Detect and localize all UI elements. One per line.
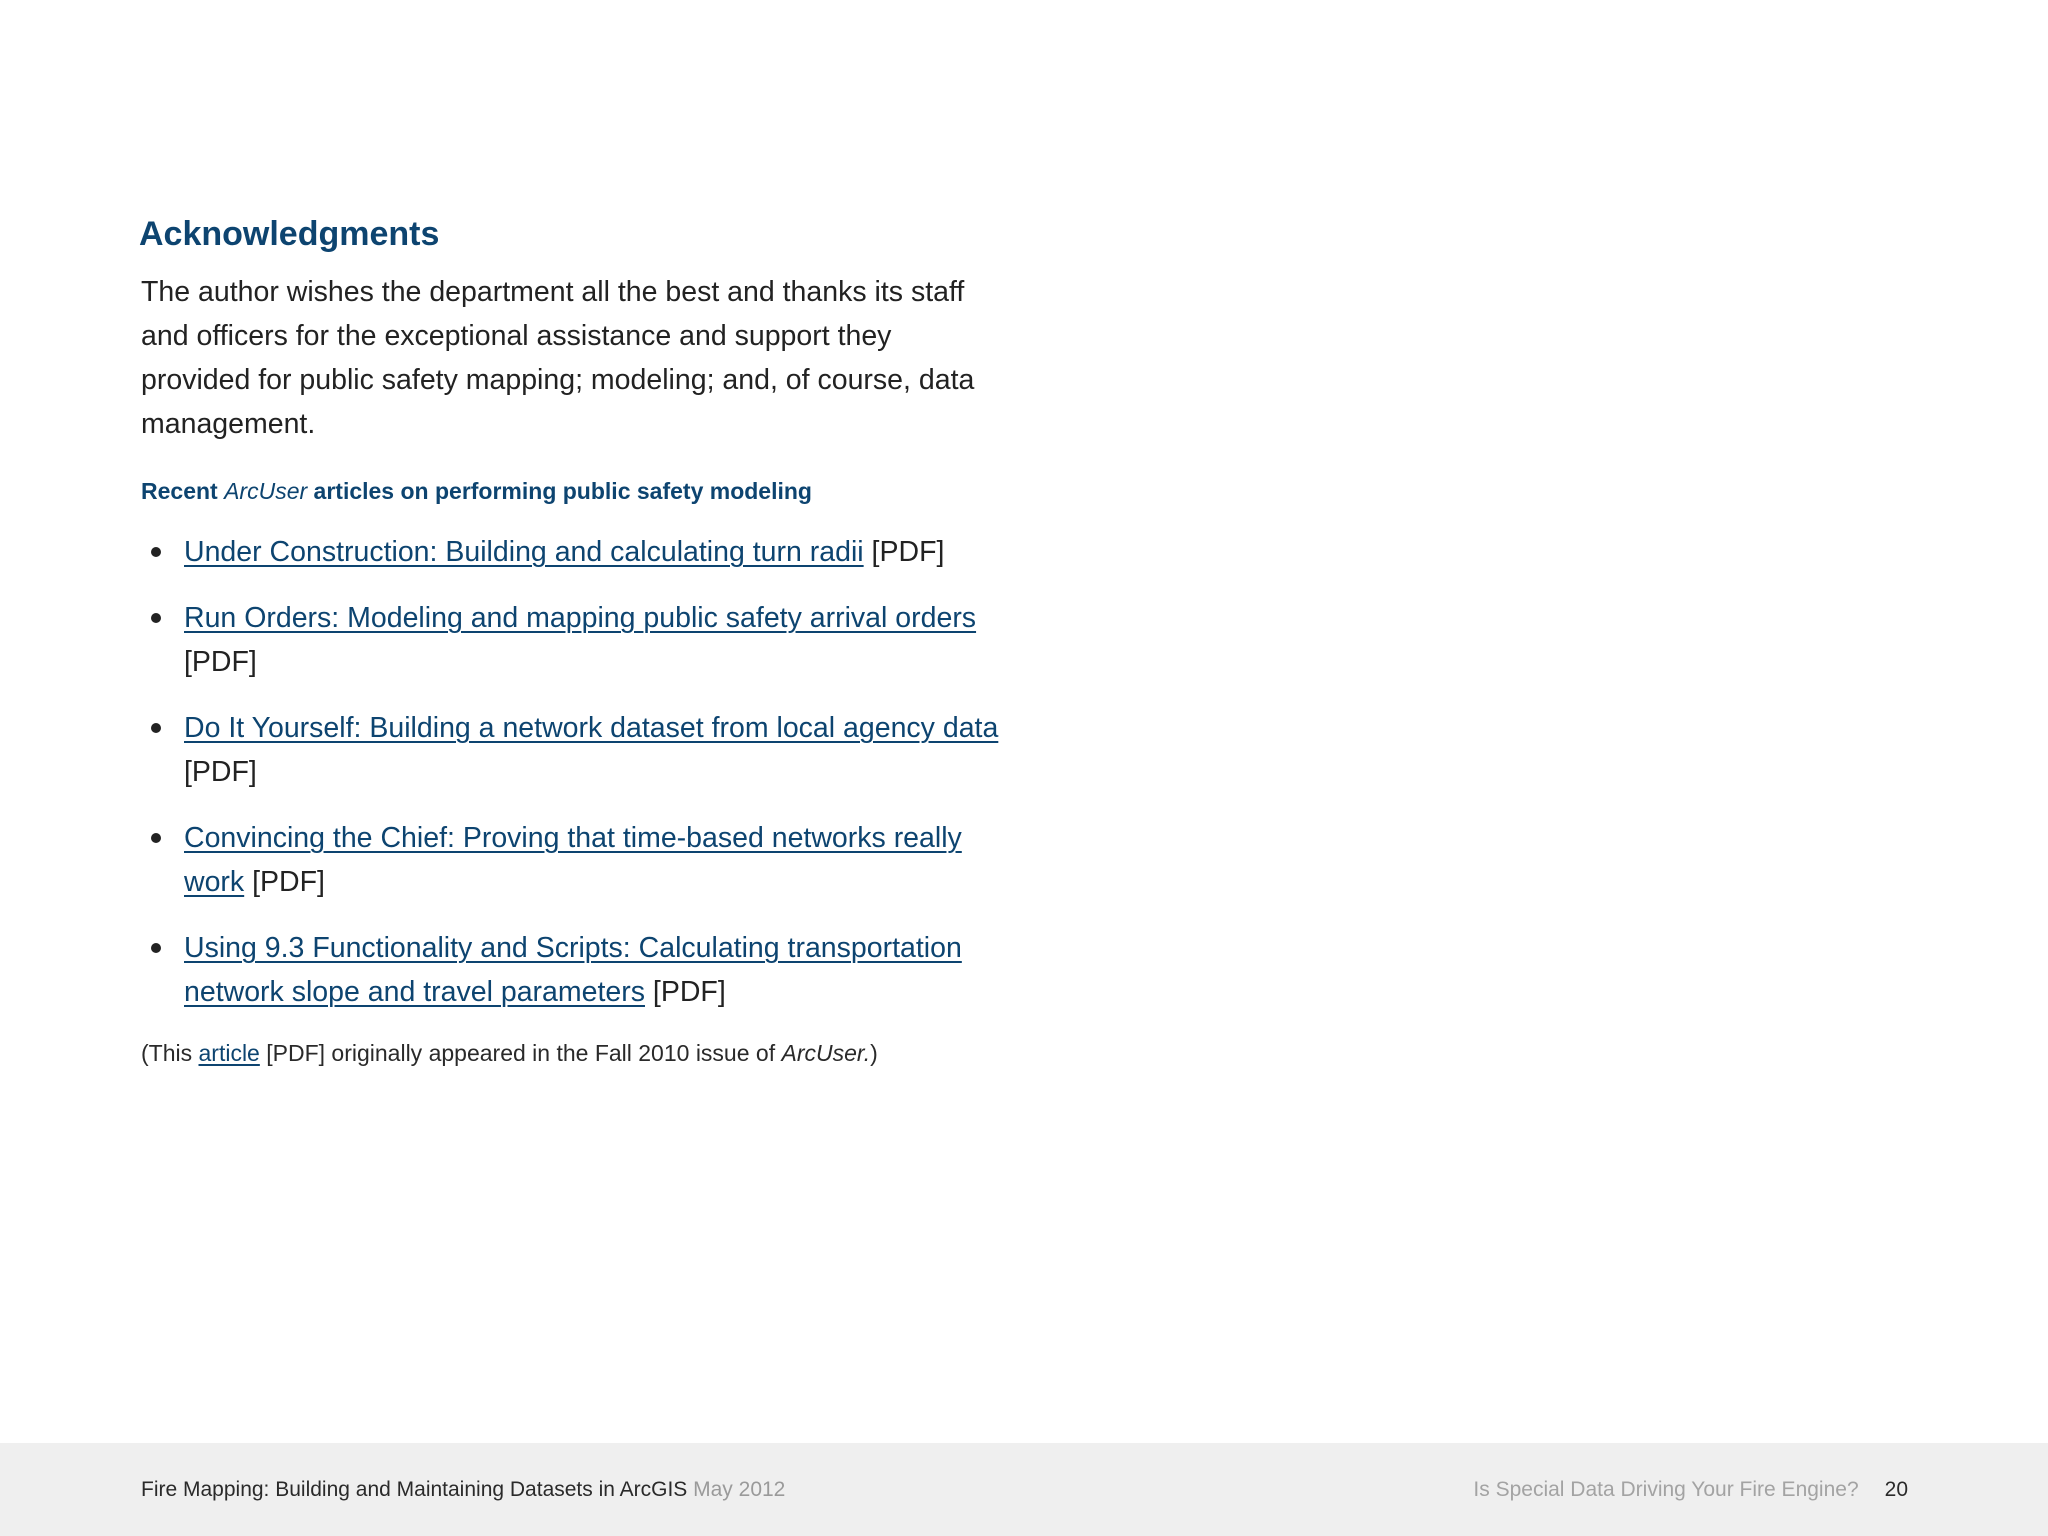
pdf-label: [PDF] [184,646,257,678]
article-link-convincing-chief[interactable]: Convincing the Chief: Proving that time-based networks really work [184,822,962,898]
list-item [139,530,1004,574]
pdf-label: [PDF] [244,866,325,898]
bullet-icon [151,833,161,843]
article-link-network-dataset[interactable]: Do It Yourself: Building a network dataset from local agency data [184,712,999,744]
pdf-label: [PDF] [184,756,257,788]
footer-document-title [141,1476,785,1504]
note-middle: [PDF] originally appeared in the Fall 2010 issue of [259,1040,782,1066]
note-suffix: ) [870,1040,878,1066]
footer-section: Is Special Data Driving Your Fire Engine? [1473,1478,1859,1501]
article-link-turn-radii[interactable]: Under Construction: Building and calculating turn radii [184,536,864,568]
bullet-icon [151,613,161,623]
list-item [139,926,1004,1014]
list-item [139,816,1004,904]
page-number: 20 [1884,1478,1908,1501]
article-link[interactable]: article [198,1040,260,1066]
footer-section-info [1473,1476,1908,1504]
article-list [139,530,999,1014]
footer-title: Fire Mapping: Building and Maintaining Datasets in ArcGIS [141,1478,688,1501]
note-prefix: (This [141,1040,199,1066]
page-title: Acknowledgments [139,215,440,253]
articles-subheading [141,474,999,508]
acknowledgment-paragraph: The author wishes the department all the best and thanks its staff and officers for the exceptional assistance and support they provided for public safety mapping; modeling; and, of course, data management. [141,276,975,440]
bullet-icon [151,547,161,557]
article-link-functionality-scripts[interactable]: Using 9.3 Functionality and Scripts: Calculating transportation network slope and travel parameters [184,932,962,1008]
subheading-prefix: Recent [141,478,225,504]
subheading-italic: ArcUser [224,478,308,504]
page-footer [0,1443,2048,1536]
subheading-suffix: articles on performing public safety modeling [307,478,812,504]
list-item [139,706,1004,794]
bullet-icon [151,943,161,953]
list-item [139,596,1004,684]
pdf-label: [PDF] [863,536,945,568]
footer-date: May 2012 [687,1478,786,1501]
bullet-icon [151,723,161,733]
pdf-label: [PDF] [644,976,726,1008]
note-italic: ArcUser. [781,1040,871,1066]
article-link-run-orders[interactable]: Run Orders: Modeling and mapping public safety arrival orders [184,602,977,634]
main-content [139,210,999,1070]
source-note [141,1036,999,1070]
